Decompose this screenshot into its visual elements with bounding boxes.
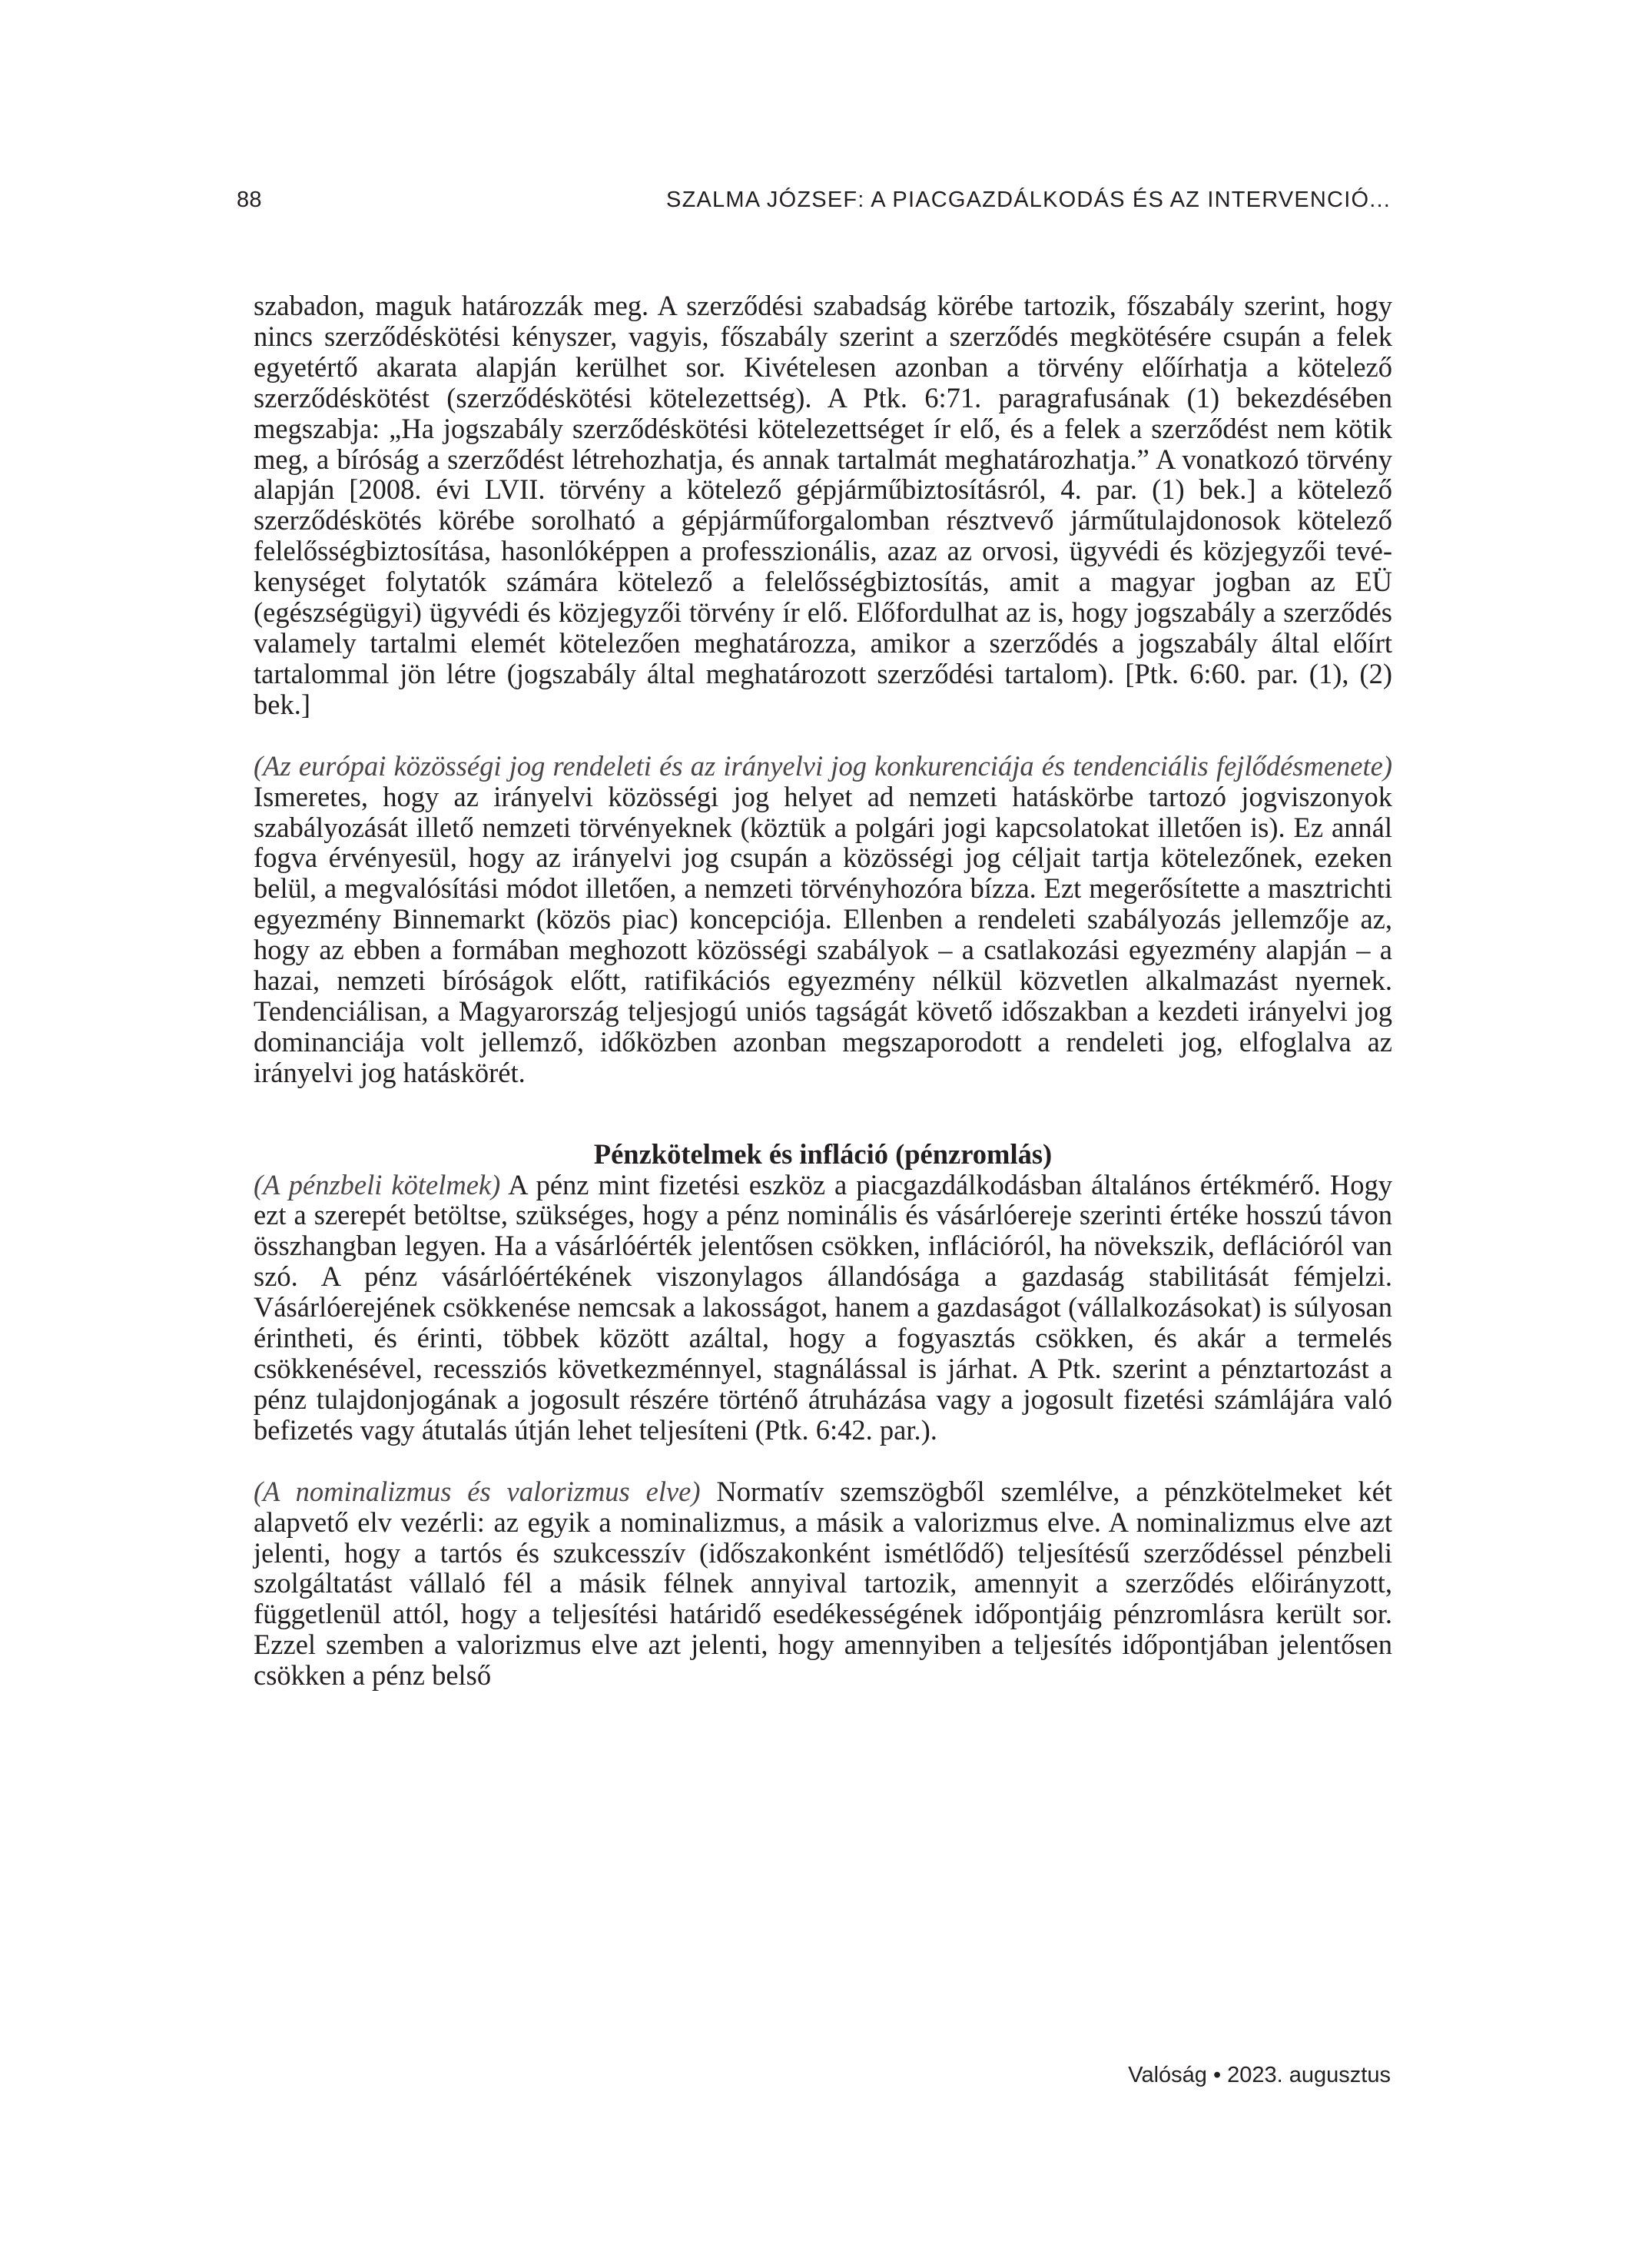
paragraph-contract-freedom xyxy=(254,291,1392,720)
paragraph-lead-italic: (Az európai közösségi jog rendeleti és az irányelvi jog konkurenciája és tendenciális fejlődésmenete) xyxy=(254,749,1392,782)
page-number: 88 xyxy=(237,188,262,212)
paragraph-text: Normatív szemszögből szemlélve, a pénzkötelmeket két alapvető elv vezérli: az egyik a nominalizmus, a másik a valorizmus elve. A nominalizmus elve azt jelenti, hogy a tartós és szukcesszív (időszakonként ismétlődő) teljesítésű szerződéssel pénzbeli szolgáltatást vállaló fél a másik félnek annyival tartozik, amennyit a szerződés előirányzott, függetlenül attól, hogy a teljesítési határidő esedékességének időpontjáig pénzromlásra került sor. Ezzel szemben a valorizmus elve azt jelenti, hogy amennyiben a teljesítés időpontjában jelentősen csökken a pénz belső xyxy=(254,1475,1392,1692)
paragraph-lead-italic: (A nominalizmus és valorizmus elve) xyxy=(254,1475,701,1507)
paragraph-text: A pénz mint fizetési eszköz a piacgazdálkodásban általános értékmérő. Hogy ezt a szerepét betöltse, szükséges, hogy a pénz nominális és vásárlóereje szerinti értéke hosszú távon összhangban legyen. Ha a vásárlóérték jelentősen csökken, inflációról, ha növekszik, deflációról van szó. A pénz vásárlóértékének viszonylagos állandósága a gazdaság stabilitását fémjelzi. Vásárlóerejének csökkenése nemcsak a lakosságot, hanem a gazdaságot (vállalkozásokat) is súlyosan érintheti, és érinti, többek között azáltal, hogy a fogyasztás csökken, és akár a termelés csökkenésével, recessziós következménnyel, stagnálással is járhat. A Ptk. szerint a pénztartozást a pénz tulajdonjogának a jogosult részére történő átruházása vagy a jogosult fizetési számlájára való befizetés vagy átutalás útján lehet teljesíteni (Ptk. 6:42. par.). xyxy=(254,1168,1392,1446)
paragraph-monetary-obligations xyxy=(254,1170,1392,1446)
running-header xyxy=(237,188,1391,221)
paragraph-nominalism-valorism xyxy=(254,1476,1392,1691)
article-body xyxy=(254,291,1392,1691)
paragraph-text: szabadon, maguk határozzák meg. A szerződési szabadság körébe tartozik, főszabály szerint, hogy nincs szerződéskötési kényszer, vagyis, főszabály szerint a szerződés megkötésére csupán a felek egyetértő akarata alapján kerülhet sor. Kivételesen azonban a törvény előírhatja a kötelező szerződéskötést (szerződéskötési kötelezettség). A Ptk. 6:71. paragrafusának (1) bekezdésében megszabja: „Ha jogszabály szerződéskötési kötelezettséget ír elő, és a felek a szerződést nem kötik meg, a bíróság a szerződést létrehozhatja, és annak tartalmát meghatározhatja.” A vonatkozó törvény alapján [2008. évi LVII. törvény a kötelező gépjárműbiztosításról, 4. par. (1) bek.] a kötelező szerződéskötés körébe sorolható a gépjárműforgalomban résztvevő járműtulajdonosok kötelező felelősségbiztosítása, hasonlóképpen a professzionális, azaz az orvosi, ügyvédi és közjegyzői tevékenységet folytatók számára kötelező a felelősségbiztosítás, amit a magyar jogban az EÜ (egészségügyi) ügyvédi és közjegyzői törvény ír elő. Előfordulhat az is, hogy jogszabály a szerződés valamely tartalmi elemét kötelezően meghatározza, amikor a szerződés a jogszabály által előírt tartalommal jön létre (jogszabály által meghatározott szerződési tartalom). [Ptk. 6:60. par. (1), (2) bek.] xyxy=(254,290,1392,720)
page-footer: Valóság • 2023. augusztus xyxy=(1128,2063,1391,2087)
running-title: SZALMA JÓZSEF: A PIACGAZDÁLKODÁS ÉS AZ INTERVENCIÓ... xyxy=(666,188,1391,212)
section-heading: Pénzkötelmek és infláció (pénzromlás) xyxy=(593,1137,1053,1170)
paragraph-eu-law xyxy=(254,751,1392,1088)
paragraph-lead-italic: (A pénzbeli kötelmek) xyxy=(254,1168,501,1200)
paragraph-text: Ismeretes, hogy az irányelvi közösségi jog helyet ad nemzeti hatáskörbe tartozó jogviszonyok szabályozását illető nemzeti törvényeknek (köztük a polgári jogi kapcsolatokat illetően is). Ez annál fogva érvényesül, hogy az irányelvi jog csupán a közösségi jog céljait tartja kötelezőnek, ezeken belül, a megvalósítási módot illetően, a nemzeti törvényhozóra bízza. Ezt megerősítette a masztrichti egyezmény Binnemarkt (közös piac) koncepciója. Ellenben a rendeleti szabályozás jellemzője az, hogy az ebben a formában meghozott közösségi szabályok – a csatlakozási egyezmény alapján – a hazai, nemzeti bíróságok előtt, ratifikációs egyezmény nélkül közvetlen alkalmazást nyernek. Tendenciálisan, a Magyarország teljesjogú uniós tagságát követő időszakban a kezdeti irányelvi jog dominanciája volt jellemző, időközben azonban megszaporodott a rendeleti jog, elfoglalva az irányelvi jog hatáskörét. xyxy=(254,780,1392,1088)
